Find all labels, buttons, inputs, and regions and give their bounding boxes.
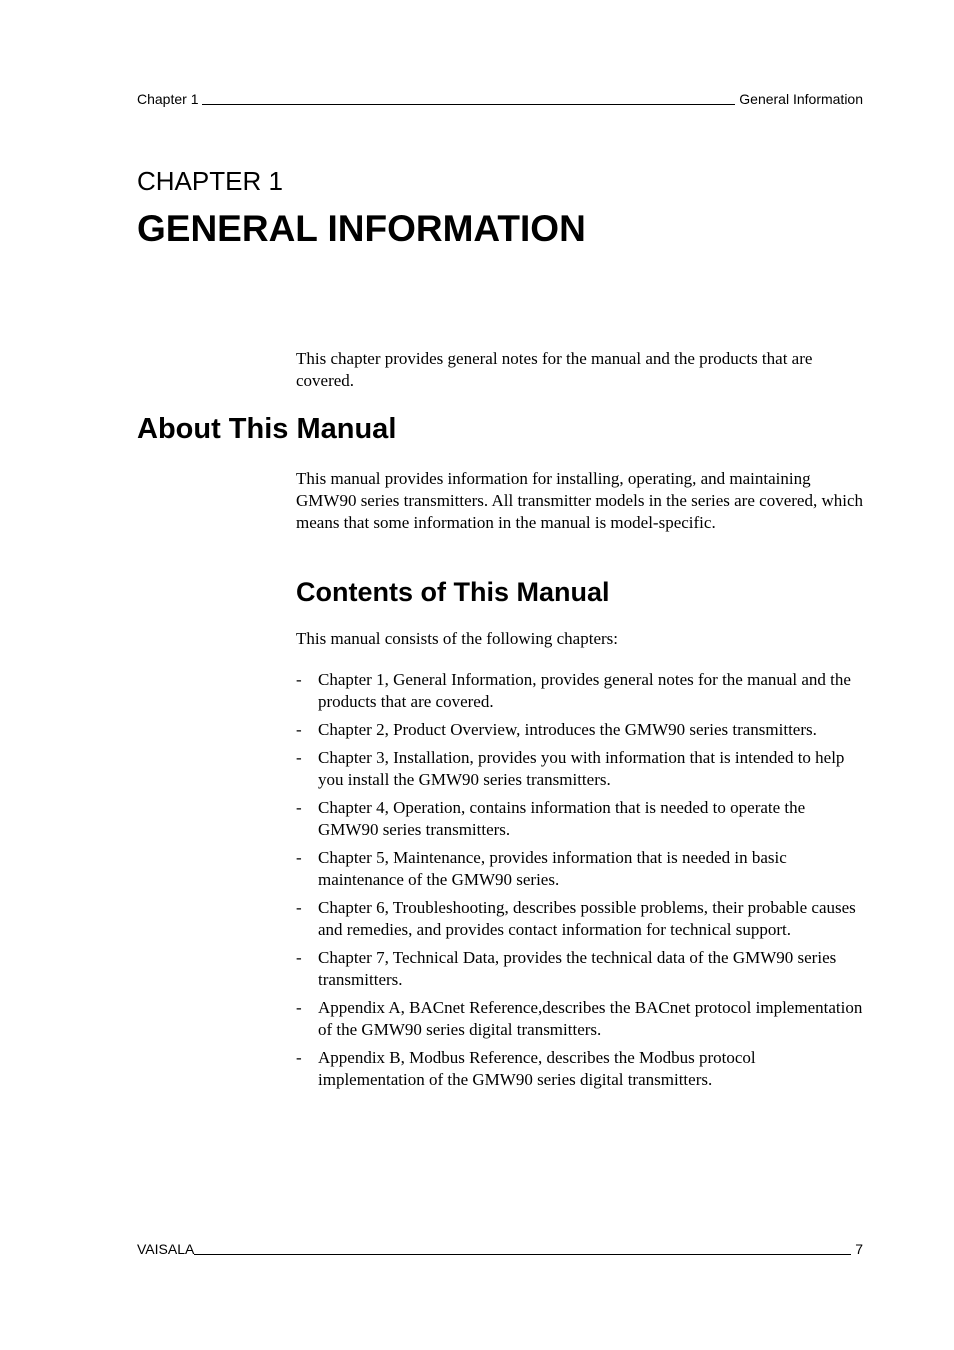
subsection-heading-contents: Contents of This Manual xyxy=(296,577,610,607)
chapter-list xyxy=(296,669,864,1097)
list-item xyxy=(296,747,864,791)
chapter-title: GENERAL INFORMATION xyxy=(137,208,586,249)
list-bullet: - xyxy=(296,670,302,689)
list-item-text: Chapter 6, Troubleshooting, describes possible problems, their probable causes and remedies, and provides contact information for technical support. xyxy=(318,898,856,939)
list-item-text: Chapter 5, Maintenance, provides information that is needed in basic maintenance of the GMW90 series. xyxy=(318,848,787,889)
list-item-text: Appendix B, Modbus Reference, describes the Modbus protocol implementation of the GMW90 series digital transmitters. xyxy=(318,1048,756,1089)
about-paragraph: This manual provides information for installing, operating, and maintaining GMW90 series transmitters. All transmitter models in the series are covered, which means that some information in the manual is model-specific. xyxy=(296,469,863,532)
list-bullet: - xyxy=(296,1048,302,1067)
chapter-number: CHAPTER 1 xyxy=(137,166,283,196)
chapter-intro: This chapter provides general notes for the manual and the products that are covered. xyxy=(296,349,813,390)
list-item xyxy=(296,947,864,991)
list-item-text: Appendix A, BACnet Reference,describes the BACnet protocol implementation of the GMW90 series digital transmitters. xyxy=(318,998,863,1039)
list-item-text: Chapter 1, General Information, provides general notes for the manual and the products that are covered. xyxy=(318,670,851,711)
list-item xyxy=(296,719,864,741)
page-footer xyxy=(137,1241,863,1257)
list-item xyxy=(296,997,864,1041)
list-bullet: - xyxy=(296,748,302,767)
list-bullet: - xyxy=(296,848,302,867)
list-item xyxy=(296,847,864,891)
list-item xyxy=(296,669,864,713)
footer-rule xyxy=(194,1254,851,1255)
list-item xyxy=(296,797,864,841)
list-item-text: Chapter 7, Technical Data, provides the technical data of the GMW90 series transmitters. xyxy=(318,948,837,989)
contents-intro: This manual consists of the following chapters: xyxy=(296,629,618,648)
list-item-text: Chapter 4, Operation, contains information that is needed to operate the GMW90 series transmitters. xyxy=(318,798,806,839)
header-section-title: General Information xyxy=(739,91,863,107)
list-bullet: - xyxy=(296,948,302,967)
list-bullet: - xyxy=(296,998,302,1017)
footer-company: VAISALA xyxy=(137,1241,195,1257)
list-bullet: - xyxy=(296,720,302,739)
section-heading-about: About This Manual xyxy=(137,413,397,445)
header-chapter: Chapter 1 xyxy=(137,91,199,107)
list-bullet: - xyxy=(296,898,302,917)
list-item-text: Chapter 3, Installation, provides you with information that is intended to help you install the GMW90 series transmitters. xyxy=(318,748,845,789)
header-rule xyxy=(202,104,735,105)
page-header xyxy=(137,91,863,107)
list-item xyxy=(296,1047,864,1091)
list-bullet: - xyxy=(296,798,302,817)
list-item-text: Chapter 2, Product Overview, introduces the GMW90 series transmitters. xyxy=(318,720,817,739)
page-number: 7 xyxy=(855,1241,863,1257)
list-item xyxy=(296,897,864,941)
